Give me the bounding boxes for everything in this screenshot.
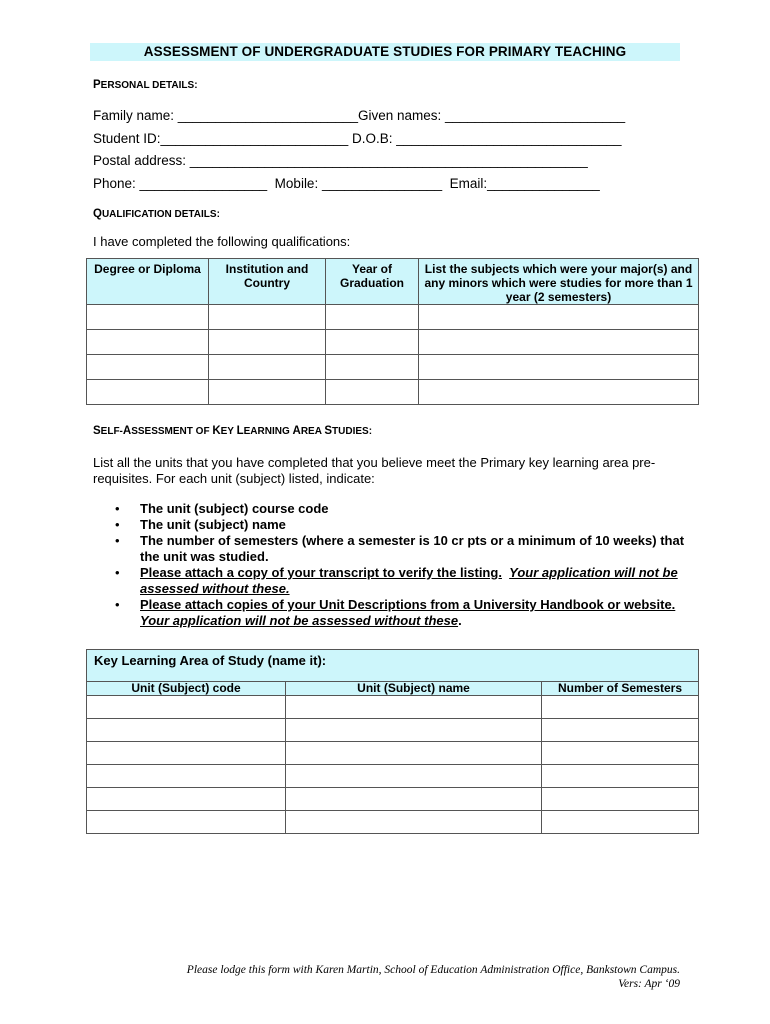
table-cell[interactable] <box>87 811 286 834</box>
col-institution-country: Institution and Country <box>209 259 326 305</box>
list-item: • The unit (subject) name <box>93 517 693 533</box>
table-cell[interactable] <box>542 811 699 834</box>
col-unit-code: Unit (Subject) code <box>87 682 286 696</box>
personal-details-heading: PERSONAL DETAILS: <box>93 79 198 91</box>
table-cell[interactable] <box>419 330 699 355</box>
list-item: • Please attach a copy of your transcript to verify the listing. Your application will not be assessed without these. <box>93 565 693 597</box>
table-cell[interactable] <box>286 696 542 719</box>
table-row[interactable] <box>87 719 699 742</box>
col-number-semesters: Number of Semesters <box>542 682 699 696</box>
table-cell[interactable] <box>87 380 209 405</box>
key-learning-area-table <box>86 649 699 834</box>
table-cell[interactable] <box>542 788 699 811</box>
self-assessment-paragraph: List all the units that you have completed that you believe meet the Primary key learning area pre-requisites. For each unit (subject) listed, indicate: <box>93 455 656 486</box>
table-row[interactable] <box>87 788 699 811</box>
col-majors-minors: List the subjects which were your major(s) and any minors which were studies for more than 1 year (2 semesters) <box>419 259 699 305</box>
table-cell[interactable] <box>326 305 419 330</box>
kla-header-row <box>87 650 699 682</box>
table-cell[interactable] <box>87 330 209 355</box>
table-row[interactable] <box>87 330 699 355</box>
footer-lodge-note: Please lodge this form with Karen Martin, School of Education Administration Office, Bankstown Campus. <box>186 964 680 976</box>
qualification-intro: I have completed the following qualifications: <box>93 234 351 249</box>
table-cell[interactable] <box>419 380 699 405</box>
table-cell[interactable] <box>419 355 699 380</box>
col-degree-diploma: Degree or Diploma <box>87 259 209 305</box>
list-item: • The unit (subject) course code <box>93 501 693 517</box>
table-row[interactable] <box>87 765 699 788</box>
table-cell[interactable] <box>542 696 699 719</box>
table-cell[interactable] <box>286 765 542 788</box>
table-cell[interactable] <box>209 330 326 355</box>
table-cell[interactable] <box>87 696 286 719</box>
footer-version: Vers: Apr ‘09 <box>618 978 680 990</box>
col-year-graduation: Year of Graduation <box>326 259 419 305</box>
table-cell[interactable] <box>209 355 326 380</box>
table-cell[interactable] <box>326 380 419 405</box>
kla-name-field[interactable]: Key Learning Area of Study (name it): <box>87 650 699 682</box>
phone-mobile-email-line[interactable]: Phone: _________________ Mobile: ________________ Email:_______________ <box>93 176 600 191</box>
qualification-details-heading: QUALIFICATION DETAILS: <box>93 208 220 220</box>
list-item: • Please attach copies of your Unit Descriptions from a University Handbook or website. Your application will not be assessed without these. <box>93 597 693 629</box>
family-given-names-line[interactable]: Family name: ________________________Given names: ________________________ <box>93 108 626 123</box>
table-cell[interactable] <box>326 330 419 355</box>
table-row[interactable] <box>87 811 699 834</box>
table-cell[interactable] <box>87 788 286 811</box>
table-header-row <box>87 682 699 696</box>
table-cell[interactable] <box>326 355 419 380</box>
table-row[interactable] <box>87 380 699 405</box>
self-assessment-heading: SELF-ASSESSMENT OF KEY LEARNING AREA STUDIES: <box>93 425 373 437</box>
table-cell[interactable] <box>542 765 699 788</box>
table-cell[interactable] <box>87 305 209 330</box>
table-header-row <box>87 259 699 305</box>
page-title: ASSESSMENT OF UNDERGRADUATE STUDIES FOR PRIMARY TEACHING <box>143 44 627 59</box>
table-cell[interactable] <box>286 788 542 811</box>
table-row[interactable] <box>87 305 699 330</box>
table-cell[interactable] <box>209 380 326 405</box>
table-cell[interactable] <box>87 719 286 742</box>
table-cell[interactable] <box>87 742 286 765</box>
table-row[interactable] <box>87 742 699 765</box>
table-cell[interactable] <box>209 305 326 330</box>
table-cell[interactable] <box>286 811 542 834</box>
table-cell[interactable] <box>542 742 699 765</box>
col-unit-name: Unit (Subject) name <box>286 682 542 696</box>
table-cell[interactable] <box>286 742 542 765</box>
postal-address-line[interactable]: Postal address: _____________________________________________________ <box>93 153 588 168</box>
requirements-list <box>93 501 693 629</box>
qualifications-table <box>86 258 699 405</box>
table-cell[interactable] <box>419 305 699 330</box>
table-cell[interactable] <box>286 719 542 742</box>
table-row[interactable] <box>87 355 699 380</box>
table-cell[interactable] <box>87 355 209 380</box>
student-id-dob-line[interactable]: Student ID:_________________________ D.O.B: ______________________________ <box>93 131 622 146</box>
table-cell[interactable] <box>87 765 286 788</box>
table-cell[interactable] <box>542 719 699 742</box>
table-row[interactable] <box>87 696 699 719</box>
list-item: • The number of semesters (where a semester is 10 cr pts or a minimum of 10 weeks) that the unit was studied. <box>93 533 693 565</box>
